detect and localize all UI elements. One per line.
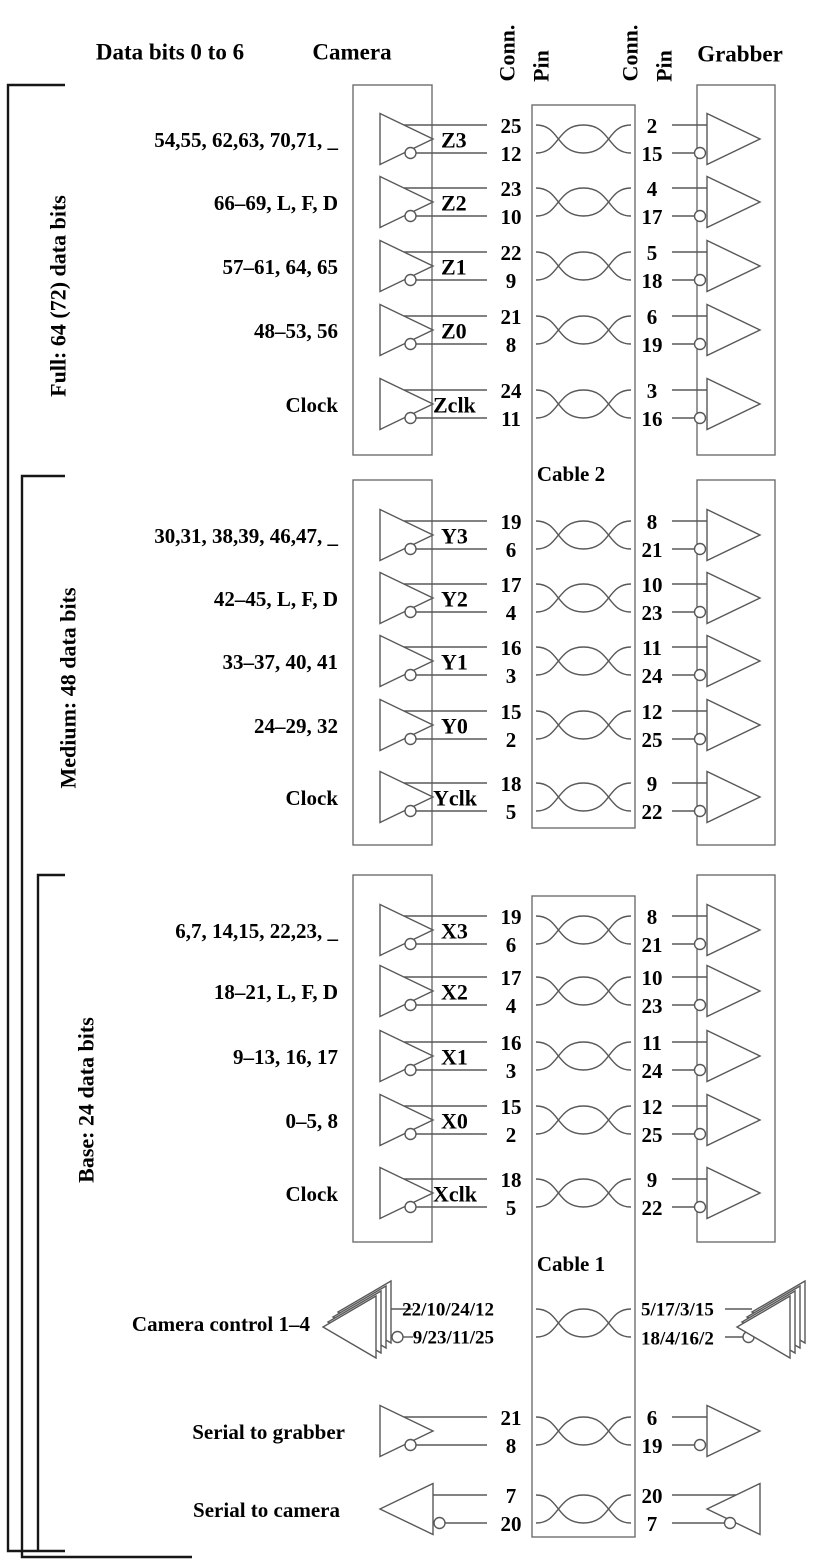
camera-pin-number: 21 xyxy=(500,305,522,329)
line-receiver-triangle xyxy=(707,1168,760,1219)
grabber-pin-header: Pin xyxy=(651,50,677,82)
cable-1-label: Cable 1 xyxy=(536,1252,606,1276)
inversion-bubble-icon xyxy=(695,1202,706,1213)
camera-conn-header: Conn. xyxy=(494,24,520,82)
row-label: 33–37, 40, 41 xyxy=(222,650,338,674)
inversion-bubble-icon xyxy=(695,670,706,681)
signal-rows xyxy=(132,114,805,1537)
signal-label: Y2 xyxy=(441,586,468,612)
signal-label: X0 xyxy=(441,1108,468,1134)
signal-label: Zclk xyxy=(433,392,476,418)
inversion-bubble-icon xyxy=(695,339,706,350)
row-label: Serial to grabber xyxy=(192,1420,345,1444)
grabber-pin-number: 25 xyxy=(641,728,663,752)
camera-pin-number: 4 xyxy=(505,601,517,625)
camera-header: Camera xyxy=(312,39,392,65)
line-receiver-triangle xyxy=(707,905,760,956)
camera-pin-number: 9/23/11/25 xyxy=(412,1327,494,1349)
inversion-bubble-icon xyxy=(695,211,706,222)
grabber-pin-number: 22 xyxy=(641,800,663,824)
grabber-pin-number: 7 xyxy=(646,1512,658,1536)
row-label: Clock xyxy=(285,1182,338,1206)
inversion-bubble-icon xyxy=(405,1129,416,1140)
camera-pin-number: 25 xyxy=(500,114,522,138)
line-receiver-triangle xyxy=(707,379,760,430)
grabber-pin-number: 12 xyxy=(641,1095,663,1119)
inversion-bubble-icon xyxy=(695,413,706,424)
grabber-pin-number: 24 xyxy=(641,1059,663,1083)
signal-label: Z1 xyxy=(441,254,467,280)
grabber-pin-number: 15 xyxy=(641,142,663,166)
grabber-pin-number: 5 xyxy=(646,241,658,265)
camera-pin-number: 22 xyxy=(500,241,522,265)
camera-pin-number: 6 xyxy=(505,933,517,957)
row-label: Serial to camera xyxy=(193,1498,340,1522)
camera-pin-number: 22/10/24/12 xyxy=(402,1299,494,1321)
grabber-pin-number: 3 xyxy=(646,379,658,403)
inversion-bubble-icon xyxy=(695,806,706,817)
camera-pin-number: 4 xyxy=(505,994,517,1018)
row-label: 9–13, 16, 17 xyxy=(233,1045,338,1069)
grabber-pin-number: 23 xyxy=(641,601,663,625)
inversion-bubble-icon xyxy=(405,339,416,350)
inversion-bubble-icon xyxy=(405,734,416,745)
cable-2-label: Cable 2 xyxy=(536,462,606,486)
line-receiver-triangle xyxy=(707,241,760,292)
row-label: 42–45, L, F, D xyxy=(213,587,338,611)
line-receiver-triangle xyxy=(707,772,760,823)
camera-pin-number: 23 xyxy=(500,177,522,201)
grabber-pin-number: 8 xyxy=(646,510,658,534)
line-receiver-triangle xyxy=(707,636,760,687)
line-receiver-triangle xyxy=(707,1095,760,1146)
line-receiver-triangle xyxy=(707,510,760,561)
camera-pin-number: 5 xyxy=(505,800,517,824)
row-label: Camera control 1–4 xyxy=(131,1312,310,1336)
signal-label: Y1 xyxy=(441,649,468,675)
signal-label: Y0 xyxy=(441,713,468,739)
inversion-bubble-icon xyxy=(405,211,416,222)
camera-pin-number: 21 xyxy=(500,1406,522,1430)
grabber-pin-number: 16 xyxy=(641,407,663,431)
row-label: 30,31, 38,39, 46,47, _ xyxy=(154,524,338,548)
grabber-pin-number: 21 xyxy=(641,933,663,957)
line-receiver-triangle xyxy=(707,114,760,165)
grabber-pin-number: 5/17/3/15 xyxy=(641,1299,714,1321)
camera-pin-number: 8 xyxy=(505,1434,517,1458)
inversion-bubble-icon xyxy=(695,1065,706,1076)
row-label: 54,55, 62,63, 70,71, _ xyxy=(154,128,338,152)
camera-pin-number: 9 xyxy=(505,269,517,293)
grouping-brackets xyxy=(8,85,192,1557)
inversion-bubble-icon xyxy=(405,1065,416,1076)
row-label: 66–69, L, F, D xyxy=(213,191,338,215)
camera-pin-number: 18 xyxy=(500,772,522,796)
grabber-pin-number: 2 xyxy=(646,114,658,138)
data-bits-header: Data bits 0 to 6 xyxy=(95,39,245,65)
camera-pin-number: 6 xyxy=(505,538,517,562)
signal-label: Yclk xyxy=(433,785,477,811)
inversion-bubble-icon xyxy=(695,275,706,286)
signal-label: X3 xyxy=(441,918,468,944)
inversion-bubble-icon xyxy=(405,670,416,681)
cable-labels xyxy=(537,462,605,1276)
inversion-bubble-icon xyxy=(405,1202,416,1213)
camera-pin-number: 18 xyxy=(500,1168,522,1192)
line-receiver-triangle xyxy=(707,177,760,228)
row-label: Clock xyxy=(285,393,338,417)
row-label: 0–5, 8 xyxy=(285,1109,338,1133)
inversion-bubble-icon xyxy=(725,1518,736,1529)
signal-label: Z0 xyxy=(441,318,467,344)
camera-pin-number: 17 xyxy=(500,573,522,597)
camera-pin-number: 16 xyxy=(500,1031,522,1055)
inversion-bubble-icon xyxy=(695,734,706,745)
signal-label: X1 xyxy=(441,1044,468,1070)
inversion-bubble-icon xyxy=(695,607,706,618)
camera-pin-number: 19 xyxy=(500,905,522,929)
grabber-conn-header: Conn. xyxy=(617,24,643,82)
camera-pin-number: 2 xyxy=(505,728,517,752)
grabber-pin-number: 10 xyxy=(641,573,663,597)
row-label: 48–53, 56 xyxy=(254,319,338,343)
grabber-pin-number: 22 xyxy=(641,1196,663,1220)
base-bracket-label: Base: 24 data bits xyxy=(73,1017,99,1183)
signal-label: X2 xyxy=(441,979,468,1005)
inversion-bubble-icon xyxy=(392,1332,403,1343)
line-receiver-triangle xyxy=(707,1406,760,1457)
grabber-pin-number: 19 xyxy=(641,333,663,357)
cable-1-box xyxy=(532,896,635,1537)
grabber-pin-number: 6 xyxy=(646,305,658,329)
row-label: 57–61, 64, 65 xyxy=(222,255,338,279)
camera-pin-number: 15 xyxy=(500,700,522,724)
base-bracket xyxy=(38,875,65,1551)
line-receiver-triangle xyxy=(707,966,760,1017)
row-label: 24–29, 32 xyxy=(254,714,338,738)
camera-pin-number: 5 xyxy=(505,1196,517,1220)
inversion-bubble-icon xyxy=(695,1440,706,1451)
line-receiver-triangle xyxy=(707,305,760,356)
grabber-pin-number: 9 xyxy=(646,772,658,796)
serial-receiver-triangle xyxy=(380,1484,433,1535)
inversion-bubble-icon xyxy=(405,607,416,618)
inversion-bubble-icon xyxy=(405,413,416,424)
grabber-pin-number: 10 xyxy=(641,966,663,990)
inversion-bubble-icon xyxy=(405,1440,416,1451)
signal-label: Xclk xyxy=(433,1181,477,1207)
grabber-pin-number: 25 xyxy=(641,1123,663,1147)
grabber-pin-number: 17 xyxy=(641,205,663,229)
grabber-pin-number: 18/4/16/2 xyxy=(641,1328,714,1350)
inversion-bubble-icon xyxy=(405,939,416,950)
camera-pin-number: 19 xyxy=(500,510,522,534)
medium-bracket-label: Medium: 48 data bits xyxy=(55,587,81,789)
row-label: Clock xyxy=(285,786,338,810)
inversion-bubble-icon xyxy=(405,544,416,555)
medium-bracket xyxy=(22,476,192,1557)
inversion-bubble-icon xyxy=(405,1000,416,1011)
signal-label: Z2 xyxy=(441,190,467,216)
camera-pin-number: 12 xyxy=(500,142,522,166)
grabber-pin-number: 24 xyxy=(641,664,663,688)
camera-pin-number: 24 xyxy=(500,379,522,403)
line-receiver-triangle xyxy=(707,1031,760,1082)
bracket-labels xyxy=(46,195,99,1183)
grabber-pin-number: 6 xyxy=(646,1406,658,1430)
row-label: 18–21, L, F, D xyxy=(213,980,338,1004)
grabber-pin-number: 12 xyxy=(641,700,663,724)
grabber-pin-number: 9 xyxy=(646,1168,658,1192)
full-bracket-label: Full: 64 (72) data bits xyxy=(45,195,71,397)
signal-label: Z3 xyxy=(441,127,467,153)
signal-label: Y3 xyxy=(441,523,468,549)
camera-pin-number: 20 xyxy=(500,1512,522,1536)
grabber-pin-number: 21 xyxy=(641,538,663,562)
grabber-pin-number: 19 xyxy=(641,1434,663,1458)
camera-pin-number: 3 xyxy=(505,1059,517,1083)
row-label: 6,7, 14,15, 22,23, _ xyxy=(175,919,338,943)
camera-pin-header: Pin xyxy=(528,50,554,82)
inversion-bubble-icon xyxy=(405,275,416,286)
grabber-pin-number: 18 xyxy=(641,269,663,293)
grabber-pin-number: 23 xyxy=(641,994,663,1018)
grabber-header: Grabber xyxy=(697,41,783,67)
grabber-pin-number: 11 xyxy=(642,1031,662,1055)
line-receiver-triangle xyxy=(707,573,760,624)
inversion-bubble-icon xyxy=(434,1518,445,1529)
grabber-pin-number: 4 xyxy=(646,177,658,201)
camera-pin-number: 8 xyxy=(505,333,517,357)
inversion-bubble-icon xyxy=(695,544,706,555)
grabber-pin-number: 11 xyxy=(642,636,662,660)
inversion-bubble-icon xyxy=(695,1129,706,1140)
camera-pin-number: 10 xyxy=(500,205,522,229)
camera-pin-number: 3 xyxy=(505,664,517,688)
camera-pin-number: 17 xyxy=(500,966,522,990)
camera-pin-number: 7 xyxy=(505,1484,517,1508)
grabber-pin-number: 20 xyxy=(641,1484,663,1508)
camera-pin-number: 15 xyxy=(500,1095,522,1119)
inversion-bubble-icon xyxy=(405,806,416,817)
inversion-bubble-icon xyxy=(405,148,416,159)
inversion-bubble-icon xyxy=(695,1000,706,1011)
line-receiver-triangle xyxy=(707,700,760,751)
headers xyxy=(96,25,783,82)
grabber-pin-number: 8 xyxy=(646,905,658,929)
camera-pin-number: 11 xyxy=(501,407,521,431)
camera-pin-number: 16 xyxy=(500,636,522,660)
camera-pin-number: 2 xyxy=(505,1123,517,1147)
inversion-bubble-icon xyxy=(695,148,706,159)
inversion-bubble-icon xyxy=(695,939,706,950)
